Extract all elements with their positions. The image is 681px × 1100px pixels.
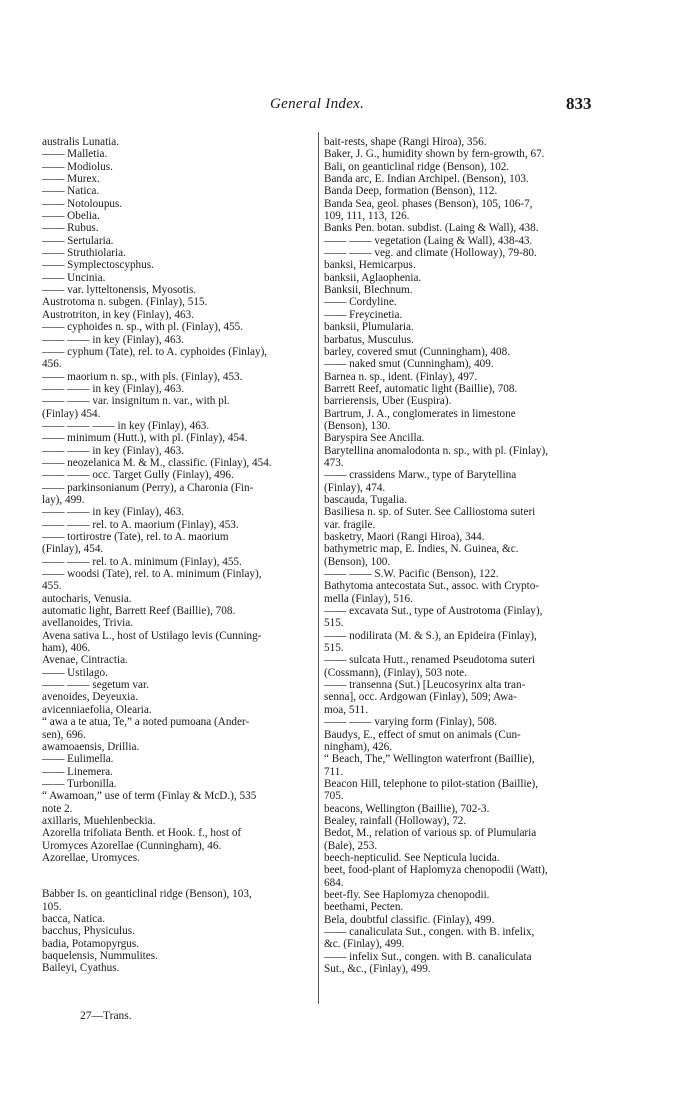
index-entry: —— nodilirata (M. & S.), an Epideira (Finlay), <box>324 629 537 642</box>
index-entry: Bathytoma antecostata Sut., assoc. with Crypto- <box>324 580 540 593</box>
index-entry: Uromyces Azorellae (Cunningham), 46. <box>42 839 222 852</box>
index-entry: ham), 406. <box>42 642 91 655</box>
index-entry: 455. <box>42 580 62 593</box>
index-entry: avenoides, Deyeuxia. <box>42 691 138 704</box>
index-entry: —— Modiolus. <box>42 160 113 173</box>
index-entry: bait-rests, shape (Rangi Hiroa), 356. <box>324 136 487 148</box>
index-entry: Banda Sea, geol. phases (Benson), 105, 106-7, <box>324 197 533 210</box>
index-entry: (Finlay) 454. <box>42 407 101 420</box>
index-entry: —— —— vegetation (Laing & Wall), 438-43. <box>324 234 533 247</box>
index-entry: Bealey, rainfall (Holloway), 72. <box>324 814 467 827</box>
index-entry: (Finlay), 474. <box>324 481 386 494</box>
index-entry: bacca, Natica. <box>42 912 106 925</box>
index-entry: Basiliesa n. sp. of Suter. See Calliostoma suteri <box>324 506 536 519</box>
index-entry: —— canaliculata Sut., congen. with B. infelix, <box>324 926 535 938</box>
index-entry: senna], occ. Ardgowan (Finlay), 509; Awa- <box>324 691 517 704</box>
index-entry: —— sulcata Hutt., renamed Pseudotoma suteri <box>324 654 535 667</box>
entry-gap <box>42 864 314 888</box>
index-entry: (Benson), 130. <box>324 419 391 432</box>
index-entry: 711. <box>324 765 344 778</box>
index-entry: —— Freycinetia. <box>324 308 403 321</box>
index-entry: beethami, Pecten. <box>324 901 404 914</box>
index-entry: —— transenna (Sut.) [Leucosyrinx alta tran- <box>324 679 526 692</box>
index-entry: 705. <box>324 790 344 803</box>
index-entry: mella (Finlay), 516. <box>324 592 413 605</box>
index-entry: “ Beach, The,” Wellington waterfront (Baillie), <box>324 753 535 766</box>
index-entry: baquelensis, Nummulites. <box>42 950 158 962</box>
index-entry: Avenae, Cintractia. <box>42 654 128 667</box>
index-entry: 515. <box>324 617 344 630</box>
index-entry: 109, 111, 113, 126. <box>324 210 410 223</box>
index-entry: beech-nepticulid. See Nepticula lucida. <box>324 851 500 864</box>
index-entry: —— Sertularia. <box>42 234 114 247</box>
column-divider <box>318 132 319 1004</box>
index-entry: Banda Deep, formation (Benson), 112. <box>324 185 498 198</box>
index-entry: autocharis, Venusia. <box>42 592 132 605</box>
index-entry: Banks Pen. botan. subdist. (Laing & Wall), 438. <box>324 222 539 235</box>
index-entry: barrierensis, Uber (Euspira). <box>324 395 452 408</box>
index-entry: —— infelix Sut., congen. with B. canaliculata <box>324 950 532 963</box>
index-entry: “ awa a te atua, Te,” a noted pumoana (Ander- <box>42 716 250 729</box>
index-entry: —— Ustilago. <box>42 666 108 679</box>
index-entry: (Cossmann), (Finlay), 503 note. <box>324 666 467 679</box>
index-entry: awamoaensis, Drillia. <box>42 740 140 753</box>
index-entry: bathymetric map, E. Indies, N. Guinea, &c. <box>324 543 519 556</box>
index-entry: beacons, Wellington (Baillie), 702-3. <box>324 802 490 815</box>
index-entry: —— Natica. <box>42 185 100 198</box>
index-entry: (Bale), 253. <box>324 839 378 852</box>
index-entry: Barytellina anomalodonta n. sp., with pl. (Finlay), <box>324 444 549 457</box>
index-entry: —— cyphum (Tate), rel. to A. cyphoides (Finlay), <box>42 345 268 358</box>
index-entry: lay), 499. <box>42 493 85 506</box>
index-entry: Azorella trifoliata Benth. et Hook. f., host of <box>42 827 242 840</box>
index-entry: —— Notoloupus. <box>42 197 123 210</box>
index-entry: avicenniaefolia, Olearia. <box>42 703 152 716</box>
index-entry: —— Struthiolaria. <box>42 247 126 260</box>
page-number: 833 <box>566 94 592 113</box>
index-entry: avellanoides, Trivia. <box>42 617 134 630</box>
index-entry: beet-fly. See Haplomyza chenopodii. <box>324 888 490 901</box>
index-entry: “ Awamoan,” use of term (Finlay & McD.), 535 <box>42 790 257 803</box>
index-entry: —— var. lytteltonensis, Myosotis. <box>42 284 197 297</box>
index-entry: Banksii, Blechnum. <box>324 284 413 297</box>
index-entry: Barnea n. sp., ident. (Finlay), 497. <box>324 370 478 383</box>
index-entry: —— Eulimella. <box>42 753 114 766</box>
index-entry: &c. (Finlay), 499. <box>324 938 405 951</box>
running-title: General Index. <box>270 96 365 112</box>
index-entry: (Benson), 100. <box>324 555 391 568</box>
index-entry: Bali, on geanticlinal ridge (Benson), 102. <box>324 160 510 173</box>
index-entry: —— Linemera. <box>42 765 113 778</box>
index-entry: —— minimum (Hutt.), with pl. (Finlay), 454. <box>42 432 248 445</box>
index-entry: —— excavata Sut., type of Austrotoma (Finlay), <box>324 605 543 618</box>
index-entry: automatic light, Barrett Reef (Baillie), 708. <box>42 605 236 618</box>
index-entry: Beacon Hill, telephone to pilot-station (Baillie), <box>324 777 539 790</box>
index-entry: 515. <box>324 642 344 655</box>
index-entry: —— —— in key (Finlay), 463. <box>42 506 185 519</box>
index-entry: 473. <box>324 456 344 469</box>
index-entry: —— Obelia. <box>42 210 100 223</box>
index-entry: barbatus, Musculus. <box>324 333 414 346</box>
index-entry: —— —— segetum var. <box>42 679 149 692</box>
index-entry: Babber Is. on geanticlinal ridge (Benson), 103, <box>42 888 252 901</box>
index-entry: —— Cordyline. <box>324 296 397 309</box>
index-entry: var. fragile. <box>324 518 376 531</box>
index-entry: banksii, Plumularia. <box>324 321 414 334</box>
right-index-column <box>324 136 590 975</box>
left-index-column <box>42 136 314 975</box>
index-entry: note 2. <box>42 802 73 815</box>
index-entry: banksi, Hemicarpus. <box>324 259 416 272</box>
index-entry: Bedot, M., relation of various sp. of Plumularia <box>324 827 537 840</box>
index-entry: axillaris, Muehlenbeckia. <box>42 814 156 827</box>
index-entry: —— —— in key (Finlay), 463. <box>42 333 185 346</box>
index-entry: Austrotoma n. subgen. (Finlay), 515. <box>42 296 208 309</box>
index-entry: basketry, Maori (Rangi Hiroa), 344. <box>324 531 485 543</box>
index-entry: —— neozelanica M. & M., classific. (Finlay), 454. <box>42 456 272 469</box>
index-entry: Barrett Reef, automatic light (Baillie), 708. <box>324 382 518 395</box>
footer-signature: 27—Trans. <box>80 1010 132 1022</box>
index-entry: —— woodsi (Tate), rel. to A. minimum (Finlay), <box>42 568 262 581</box>
index-entry: Sut., &c., (Finlay), 499. <box>324 963 431 976</box>
index-entry: —— parkinsonianum (Perry), a Charonia (Fin- <box>42 481 254 494</box>
index-entry: Bela, doubtful classific. (Finlay), 499. <box>324 913 495 926</box>
index-entry: —— naked smut (Cunningham), 409. <box>324 358 494 371</box>
index-entry: Azorellae, Uromyces. <box>42 851 140 864</box>
index-entry: 105. <box>42 900 62 913</box>
index-entry: badia, Potamopyrgus. <box>42 937 140 950</box>
index-entry: —— crassidens Marw., type of Barytellina <box>324 469 517 482</box>
index-entry: Baudys, E., effect of smut on animals (Cun- <box>324 728 521 741</box>
index-entry: 684. <box>324 876 344 889</box>
index-entry: Baryspira See Ancilla. <box>324 432 425 445</box>
index-entry: beet, food-plant of Haplomyza chenopodii (Watt), <box>324 864 548 877</box>
index-entry: —— —— veg. and climate (Holloway), 79-80. <box>324 247 537 260</box>
index-entry: bascauda, Tugalia. <box>324 493 407 506</box>
index-entry: —— —— varying form (Finlay), 508. <box>324 716 498 729</box>
index-entry: Bartrum, J. A., conglomerates in limestone <box>324 407 516 420</box>
index-entry: —— —— rel. to A. minimum (Finlay), 455. <box>42 555 242 568</box>
index-entry: —— Rubus. <box>42 222 99 235</box>
index-entry: —— —— S.W. Pacific (Benson), 122. <box>324 568 499 581</box>
index-entry: barley, covered smut (Cunningham), 408. <box>324 345 510 358</box>
index-entry: bacchus, Physiculus. <box>42 925 135 938</box>
index-entry: Baker, J. G., humidity shown by fern-growth, 67. <box>324 148 545 161</box>
index-entry: australis Lunatia. <box>42 136 120 148</box>
index-entry: —— Uncinia. <box>42 271 106 284</box>
index-entry: (Finlay), 454. <box>42 543 104 556</box>
index-entry: Baileyi, Cyathus. <box>42 962 120 975</box>
index-entry: —— —— rel. to A. maorium (Finlay), 453. <box>42 518 239 531</box>
index-entry: —— —— occ. Target Gully (Finlay), 496. <box>42 469 234 482</box>
index-entry: Austrotriton, in key (Finlay), 463. <box>42 308 194 321</box>
index-entry: sen), 696. <box>42 728 86 741</box>
index-entry: —— —— in key (Finlay), 463. <box>42 382 185 395</box>
index-entry: —— Malletia. <box>42 148 108 161</box>
index-entry: —— tortirostre (Tate), rel. to A. maorium <box>42 531 229 543</box>
index-entry: ningham), 426. <box>324 740 393 753</box>
index-entry: —— Symplectoscyphus. <box>42 259 154 272</box>
index-entry: Avena sativa L., host of Ustilago levis (Cunning- <box>42 629 262 642</box>
index-entry: —— Turbonilla. <box>42 777 117 790</box>
index-entry: banksii, Aglaophenia. <box>324 271 422 284</box>
index-entry: —— —— var. insignitum n. var., with pl. <box>42 395 230 408</box>
index-entry: —— —— in key (Finlay), 463. <box>42 444 185 457</box>
index-entry: 456. <box>42 358 62 371</box>
index-entry: —— Murex. <box>42 173 100 186</box>
index-entry: —— —— —— in key (Finlay), 463. <box>42 419 210 432</box>
index-entry: Banda arc, E. Indian Archipel. (Benson), 103. <box>324 173 529 186</box>
index-entry: —— cyphoides n. sp., with pl. (Finlay), 455. <box>42 321 244 334</box>
index-entry: —— maorium n. sp., with pls. (Finlay), 453. <box>42 370 243 383</box>
index-entry: moa, 511. <box>324 703 369 716</box>
page-header <box>0 96 681 118</box>
